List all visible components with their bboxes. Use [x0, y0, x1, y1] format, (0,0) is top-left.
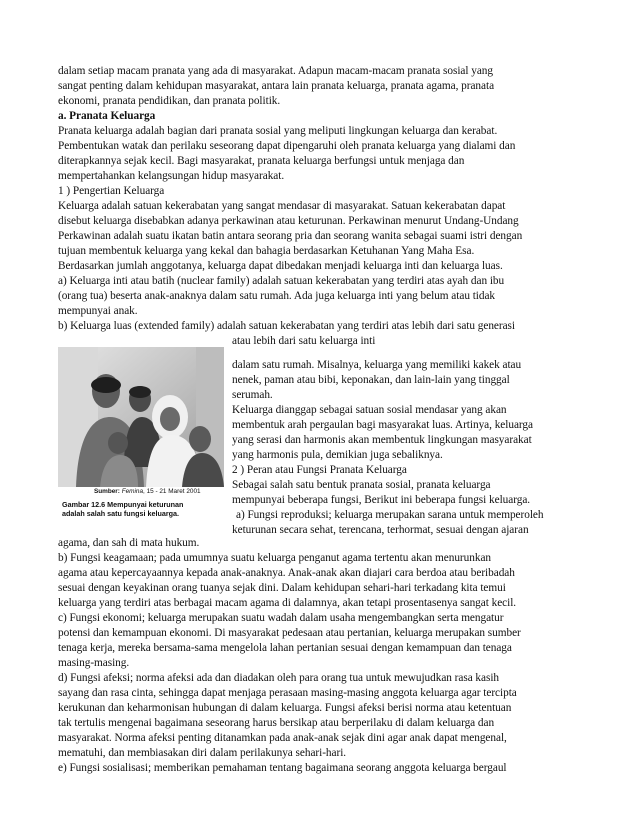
- text-line: Perkawinan adalah suatu ikatan batin antara seorang pria dan seorang wanita sebagai suami istri dengan: [58, 230, 523, 242]
- text-line: keturunan secara sehat, terencana, terhormat, sesuai dengan ajaran: [232, 524, 529, 536]
- text-line: agama atau kepercayaannya kepada anak-anaknya. Anak-anak akan diajari cara berdoa atau beribadah: [58, 567, 515, 579]
- text-line: sesuai dengan keyakinan orang tuanya sejak dini. Dalam kehidupan sehari-hari terkadang kita temui: [58, 582, 506, 594]
- text-line: dalam setiap macam pranata yang ada di masyarakat. Adapun macam-macam pranata sosial yang: [58, 65, 494, 77]
- text-line: dalam satu rumah. Misalnya, keluarga yang memiliki kakek atau: [232, 359, 522, 371]
- subheading: 1 ) Pengertian Keluarga: [58, 185, 165, 197]
- caption-line: Gambar 12.6 Mempunyai keturunan: [62, 500, 184, 509]
- text-line: a) Keluarga inti atau batih (nuclear family) adalah satuan kekerabatan yang terdiri atas ayah dan ibu: [58, 275, 505, 287]
- text-line: mempunyai anak.: [58, 305, 138, 317]
- text-line: ekonomi, pranata pendidikan, dan pranata politik.: [58, 95, 281, 107]
- text-line: yang serasi dan harmonis akan membentuk lingkungan masyarakat: [232, 434, 532, 446]
- text-line: diterapkannya sejak kecil. Bagi masyarakat, pranata keluarga berfungsi untuk menjaga dan: [58, 155, 465, 167]
- text-line: tak tertulis mengenai bagaimana seseorang harus bersikap atau berperilaku di dalam keluarga dan: [58, 717, 495, 729]
- section-heading: a. Pranata Keluarga: [58, 110, 156, 122]
- text-line: keluarga yang terdiri atas berbagai macam agama di dalamnya, akan tetapi prosentasenya sangat kecil.: [58, 597, 517, 609]
- credit-label: Sumber:: [94, 488, 120, 495]
- text-line: membentuk arah pergaulan bagi masyarakat luas. Artinya, keluarga: [232, 419, 533, 431]
- text-line: b) Fungsi keagamaan; pada umumnya suatu keluarga penganut agama tertentu akan menurunkan: [58, 552, 492, 564]
- text-line: e) Fungsi sosialisasi; memberikan pemahaman tentang bagaimana seorang anggota keluarga bergaul: [58, 762, 507, 774]
- text-line: Keluarga adalah satuan kekerabatan yang sangat mendasar di masyarakat. Satuan kekerabatan dapat: [58, 200, 506, 212]
- text-line: sangat penting dalam kehidupan masyarakat, antara lain pranata keluarga, pranata agama, pranata: [58, 80, 495, 92]
- text-line: tenaga kerja, mereka bersama-sama mengelola lahan pertanian sesuai dengan kemampuan dan tenaga: [58, 642, 512, 654]
- text-line: nenek, paman atau bibi, keponakan, dan lain-lain yang tinggal: [232, 374, 510, 386]
- subheading: 2 ) Peran atau Fungsi Pranata Keluarga: [232, 464, 407, 476]
- text-line: Pembentukan watak dan perilaku seseorang dapat dipengaruhi oleh pranata keluarga yang dialami dan: [58, 140, 516, 152]
- family-figure: [58, 347, 224, 527]
- figure-caption: [62, 500, 224, 518]
- text-line: d) Fungsi afeksi; norma afeksi ada dan diadakan oleh para orang tua untuk mewujudkan rasa kasih: [58, 672, 500, 684]
- text-line: potensi dan kemampuan ekonomi. Di masyarakat pedesaan atau pertanian, keluarga merupakan sumber: [58, 627, 521, 639]
- text-line: Pranata keluarga adalah bagian dari pranata sosial yang meliputi lingkungan keluarga dan kerabat.: [58, 125, 498, 137]
- caption-line: adalah salah satu fungsi keluarga.: [62, 509, 180, 518]
- photo-credit: [94, 488, 224, 496]
- text-line: sayang dan rasa cinta, sehingga dapat menjaga perasaan masing-masing anggota keluarga agar tercipta: [58, 687, 517, 699]
- text-line: atau lebih dari satu keluarga inti: [232, 335, 376, 347]
- family-photo: [58, 347, 224, 487]
- credit-date: , 15 - 21 Maret 2001: [143, 488, 201, 495]
- text-line: kerukunan dan keharmonisan hubungan di dalam keluarga. Fungsi afeksi berisi norma atau ketentuan: [58, 702, 512, 714]
- text-line: serumah.: [232, 389, 273, 401]
- credit-source: Femina: [121, 488, 144, 495]
- text-line: mempertahankan kelangsungan hidup masyarakat.: [58, 170, 285, 182]
- text-line: masyarakat. Norma afeksi penting ditanamkan pada anak-anak sejak dini agar anak dapat mengenal,: [58, 732, 507, 744]
- text-line: b) Keluarga luas (extended family) adalah satuan kekerabatan yang terdiri atas lebih dari satu generasi: [58, 320, 515, 332]
- text-line: disebut keluarga disebabkan adanya perkawinan atau keturunan. Perkawinan menurut Undang-Undang: [58, 215, 519, 227]
- text-line: c) Fungsi ekonomi; keluarga merupakan suatu wadah dalam usaha mengembangkan serta mengatur: [58, 612, 504, 624]
- text-line: mempunyai beberapa fungsi, Berikut ini beberapa fungsi keluarga.: [232, 494, 531, 506]
- text-line: Berdasarkan jumlah anggotanya, keluarga dapat dibedakan menjadi keluarga inti dan keluarga luas.: [58, 260, 503, 272]
- text-line: (orang tua) beserta anak-anaknya dalam satu rumah. Ada juga keluarga inti yang belum atau tidak: [58, 290, 496, 302]
- text-line: tujuan membentuk keluarga yang kekal dan bahagia berdasarkan Ketuhanan Yang Maha Esa.: [58, 245, 475, 257]
- text-line: mematuhi, dan membiasakan diri dalam perilakunya sehari-hari.: [58, 747, 347, 759]
- text-line: Keluarga dianggap sebagai satuan sosial mendasar yang akan: [232, 404, 507, 416]
- text-line: yang harmonis pula, demikian juga sebaliknya.: [232, 449, 443, 461]
- text-line: masing-masing.: [58, 657, 130, 669]
- text-line: Sebagai salah satu bentuk pranata sosial, pranata keluarga: [232, 479, 491, 491]
- text-line: a) Fungsi reproduksi; keluarga merupakan sarana untuk memperoleh: [236, 509, 544, 521]
- text-line: agama, dan sah di mata hukum.: [58, 537, 200, 549]
